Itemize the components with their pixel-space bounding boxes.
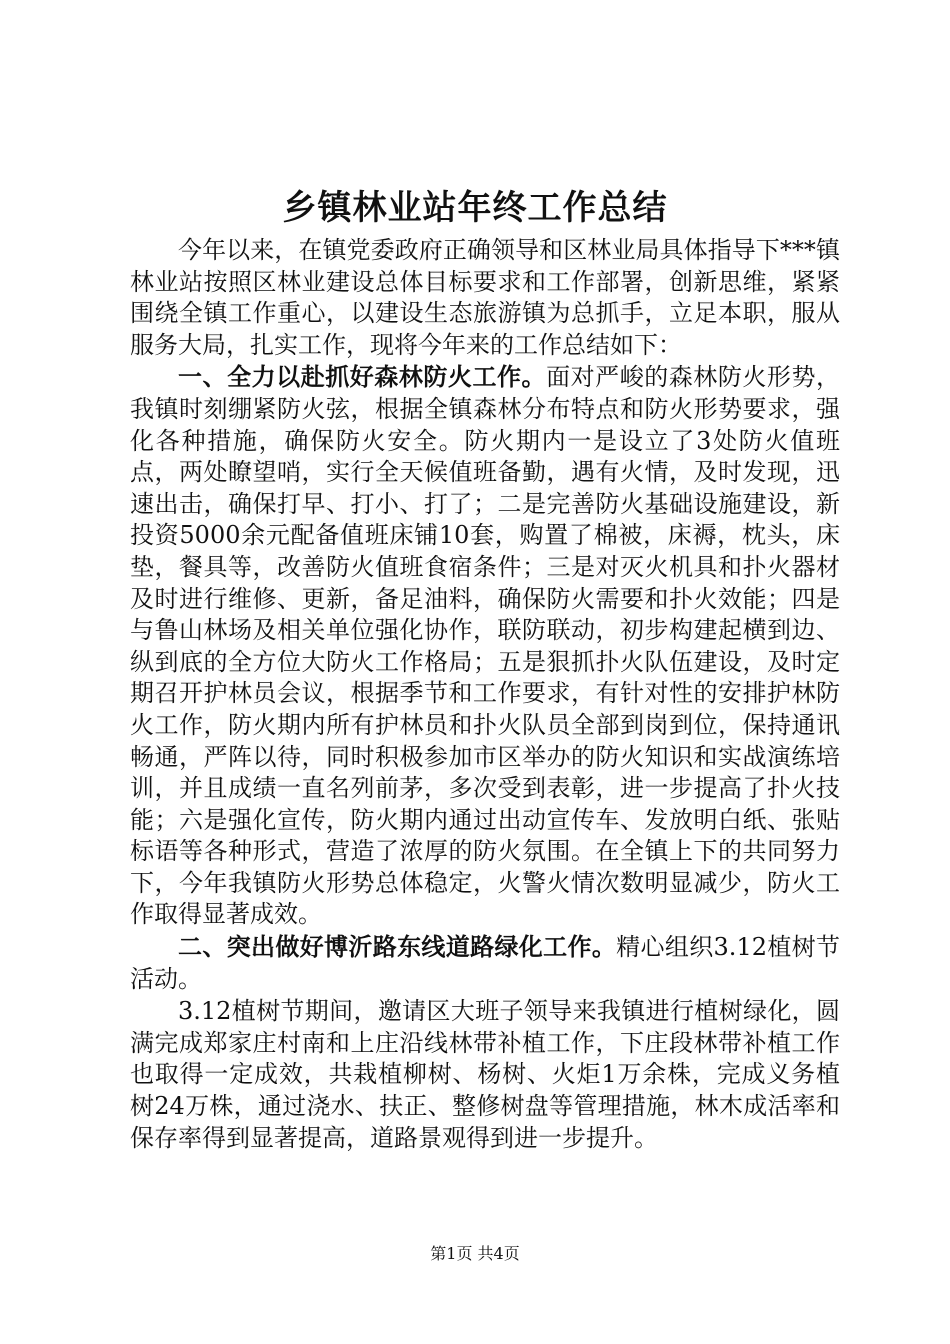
paragraph-text: 面对严峻的森林防火形势，我镇时刻绷紧防火弦，根据全镇森林分布特点和防火形势要求，强化各种措施，确保防火安全。防火期内一是设立了3处防火值班点，两处瞭望哨，实行全天候值班备勤，遇有火情，及时发现，迅速出击，确保打早、打小、打了；二是完善防火基础设施建设，新投资5000余元配备值班床铺10套，购置了棉被，床褥，枕头，床垫，餐具等，改善防火值班食宿条件；三是对灭火机具和扑火器材及时进行维修、更新，备足油料，确保防火需要和扑火效能；四是与鲁山林场及相关单位强化协作，联防联动，初步构建起横到边、纵到底的全方位大防火工作格局；五是狠抓扑火队伍建设，及时定期召开护林员会议，根据季节和工作要求，有针对性的安排护林防火工作，防火期内所有护林员和扑火队员全部到岗到位，保持通讯畅通，严阵以待，同时积极参加市区举办的防火知识和实战演练培训，并且成绩一直名列前茅，多次受到表彰，进一步提高了扑火技能；六是强化宣传，防火期内通过出动宣传车、发放明白纸、张贴标语等各种形式，营造了浓厚的防火氛围。在全镇上下的共同努力下，今年我镇防火形势总体稳定，火警火情次数明显减少，防火工作取得显著成效。 [130,363,841,929]
section-heading-road-greening: 二、突出做好博沂路东线道路绿化工作。 [178,932,617,962]
document-body [130,234,840,1154]
paragraph-arbor-day [130,995,840,1154]
paragraph-text: 精心组织3.12植树节活动。 [130,933,841,993]
paragraph-road-greening [130,931,840,995]
paragraph-fire-prevention [130,361,840,931]
section-heading-fire-prevention: 一、全力以赴抓好森林防火工作。 [178,362,547,392]
document-title: 乡镇林业站年终工作总结 [282,188,668,228]
page-footer [0,1242,950,1266]
paragraph-text: 今年以来，在镇党委政府正确领导和区林业局具体指导下***镇林业站按照区林业建设总体目标要求和工作部署，创新思维，紧紧围绕全镇工作重心，以建设生态旅游镇为总抓手，立足本职，服从服务大局，扎实工作，现将今年来的工作总结如下： [130,236,840,359]
paragraph-text: 3.12植树节期间，邀请区大班子领导来我镇进行植树绿化，圆满完成郑家庄村南和上庄沿线林带补植工作，下庄段林带补植工作也取得一定成效，共栽植柳树、杨树、火炬1万余株，完成义务植树24万株，通过浇水、扶正、整修树盘等管理措施，林木成活率和保存率得到显著提高，道路景观得到进一步提升。 [130,997,840,1152]
paragraph-intro [130,234,840,361]
page-indicator: 第1页 共4页 [430,1244,520,1263]
